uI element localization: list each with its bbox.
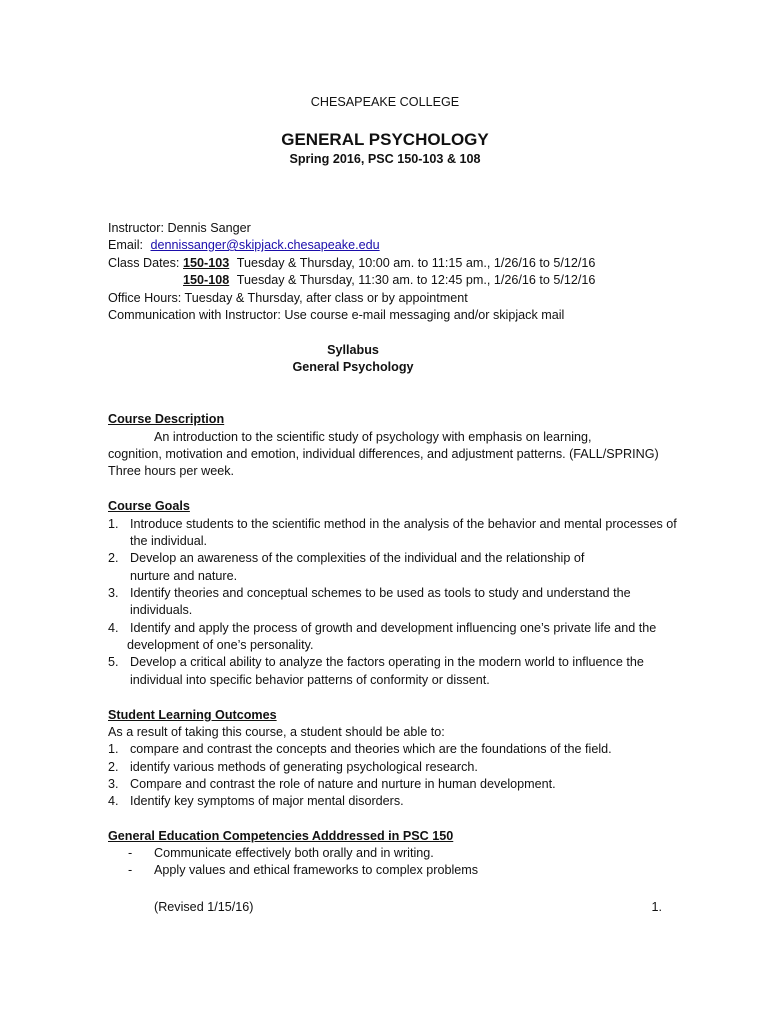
goal-item xyxy=(108,654,644,671)
outcome-text: Identify key symptoms of major mental disorders. xyxy=(130,794,404,808)
competency-text: Apply values and ethical frameworks to complex problems xyxy=(154,863,479,877)
bullet-dash: - xyxy=(128,846,133,860)
class-dates-label: Class Dates: xyxy=(108,256,180,270)
course-description-line: Three hours per week. xyxy=(108,464,234,478)
instructor-line: Instructor: Dennis Sanger xyxy=(108,221,251,235)
course-term: Spring 2016, PSC 150-103 & 108 xyxy=(289,152,481,166)
communication-line: Communication with Instructor: Use course e-mail messaging and/or skipjack mail xyxy=(108,308,565,322)
goal-number: 2. xyxy=(108,551,119,565)
outcome-number: 1. xyxy=(108,742,119,756)
course-title: GENERAL PSYCHOLOGY xyxy=(281,130,489,149)
goal-text-continued: individuals. xyxy=(130,603,193,617)
goal-number: 1. xyxy=(108,517,119,531)
goal-item xyxy=(108,516,677,533)
outcome-number: 4. xyxy=(108,794,119,808)
email-line xyxy=(108,237,380,254)
competency-text: Communicate effectively both orally and in writing. xyxy=(154,846,434,860)
course-description-heading: Course Description xyxy=(108,412,225,426)
competency-item xyxy=(128,845,434,862)
goal-text: Introduce students to the scientific method in the analysis of the behavior and mental processes of xyxy=(130,517,677,531)
outcome-number: 2. xyxy=(108,760,119,774)
college-name: CHESAPEAKE COLLEGE xyxy=(310,95,460,109)
section-schedule-108: Tuesday & Thursday, 11:30 am. to 12:45 pm., 1/26/16 to 5/12/16 xyxy=(236,273,596,287)
outcome-number: 3. xyxy=(108,777,119,791)
outcome-item xyxy=(108,759,478,776)
page-number: 1. xyxy=(651,900,662,914)
email-link[interactable]: dennissanger@skipjack.chesapeake.edu xyxy=(150,238,380,252)
outcome-item xyxy=(108,741,612,758)
outcome-text: identify various methods of generating psychological research. xyxy=(130,760,478,774)
outcome-item xyxy=(108,793,404,810)
goal-text-continued: individual into specific behavior patterns of conformity or dissent. xyxy=(130,673,490,687)
competency-item xyxy=(128,862,478,879)
competencies-heading: General Education Competencies Adddressed in PSC 150 xyxy=(108,829,454,843)
goal-item xyxy=(108,620,656,637)
bullet-dash: - xyxy=(128,863,133,877)
revised-date: (Revised 1/15/16) xyxy=(154,900,254,914)
goal-text: Develop a critical ability to analyze the factors operating in the modern world to influence the xyxy=(130,655,644,669)
email-label: Email: xyxy=(108,238,143,252)
section-code-108: 150-108 xyxy=(183,273,230,287)
class-section-108 xyxy=(183,272,595,289)
goal-text: Develop an awareness of the complexities of the individual and the relationship of xyxy=(130,551,585,565)
section-code-103: 150-103 xyxy=(183,256,230,270)
syllabus-heading: Syllabus xyxy=(327,343,379,357)
goal-number: 5. xyxy=(108,655,119,669)
goal-number: 3. xyxy=(108,586,119,600)
goal-item xyxy=(108,585,631,602)
outcome-item xyxy=(108,776,556,793)
goal-text-continued: nurture and nature. xyxy=(130,569,238,583)
goal-text: Identify and apply the process of growth and development influencing one’s private life and the xyxy=(130,621,657,635)
outcome-text: Compare and contrast the role of nature and nurture in human development. xyxy=(130,777,556,791)
goal-text: Identify theories and conceptual schemes to be used as tools to study and understand the xyxy=(130,586,631,600)
class-section-103 xyxy=(183,255,595,272)
course-description-line: cognition, motivation and emotion, individual differences, and adjustment patterns. (FALL/SPRING) xyxy=(108,447,659,461)
learning-outcomes-heading: Student Learning Outcomes xyxy=(108,708,277,722)
syllabus-subheading: General Psychology xyxy=(292,360,414,374)
office-hours-line: Office Hours: Tuesday & Thursday, after class or by appointment xyxy=(108,291,468,305)
goal-number: 4. xyxy=(108,621,119,635)
section-schedule-103: Tuesday & Thursday, 10:00 am. to 11:15 am., 1/26/16 to 5/12/16 xyxy=(236,256,596,270)
course-description-line: An introduction to the scientific study of psychology with emphasis on learning, xyxy=(154,430,592,444)
outcome-text: compare and contrast the concepts and theories which are the foundations of the field. xyxy=(130,742,612,756)
goal-text-continued: the individual. xyxy=(130,534,208,548)
goal-text-continued: development of one’s personality. xyxy=(127,638,314,652)
course-goals-heading: Course Goals xyxy=(108,499,190,513)
goal-item xyxy=(108,550,584,567)
learning-outcomes-intro: As a result of taking this course, a student should be able to: xyxy=(108,725,445,739)
